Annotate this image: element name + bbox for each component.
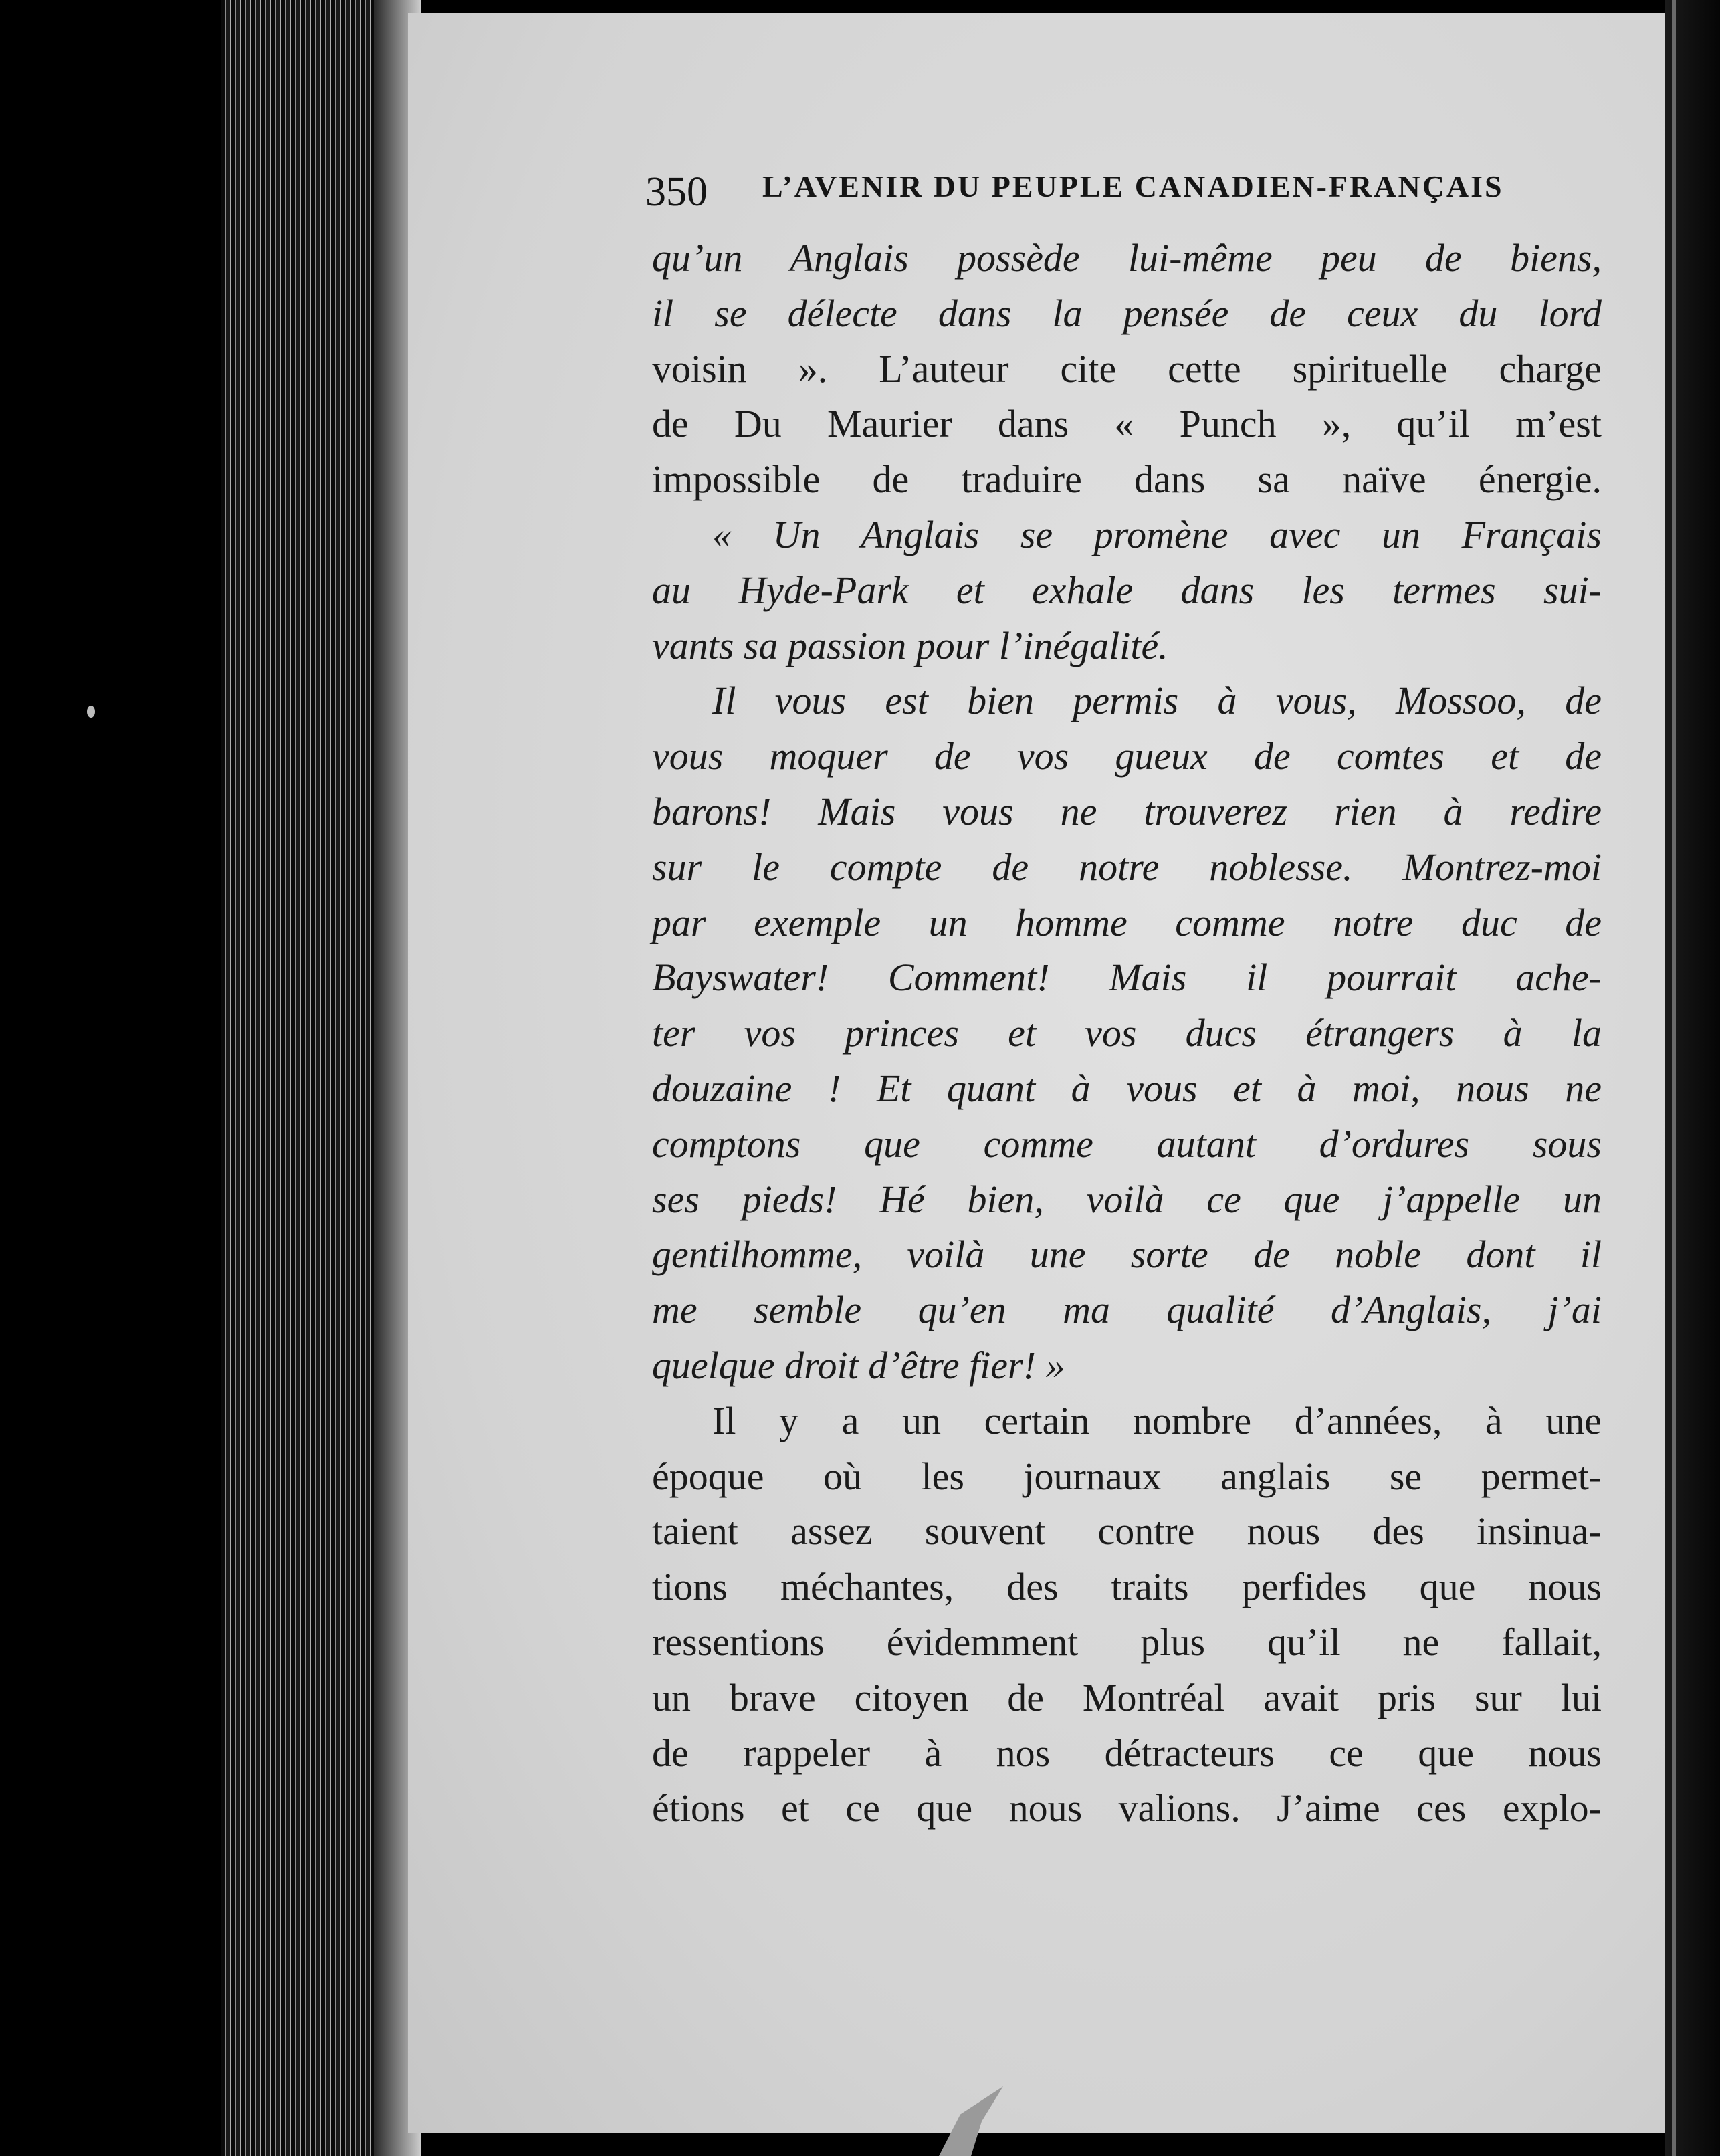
text-line: Il vous est bien permis à vous, Mossoo, de xyxy=(712,679,1602,723)
text-line: époque où les journaux anglais se permet- xyxy=(652,1454,1602,1498)
gutter-line xyxy=(1672,0,1676,2156)
text-line: qu’un Anglais possède lui-même peu de biens, xyxy=(652,236,1602,280)
text-line: vous moquer de vos gueux de comtes et de xyxy=(652,734,1602,778)
text-line: vants sa passion pour l’inégalité. xyxy=(652,623,1168,667)
text-line: quelque droit d’être fier! » xyxy=(652,1343,1065,1387)
text-line: Il y a un certain nombre d’années, à une xyxy=(712,1398,1602,1442)
text-line: gentilhomme, voilà une sorte de noble dont il xyxy=(652,1232,1602,1277)
text-line: de Du Maurier dans « Punch », qu’il m’est xyxy=(652,402,1602,446)
text-line: étions et ce que nous valions. J’aime ces explo- xyxy=(652,1786,1602,1830)
text-line: Bayswater! Comment! Mais il pourrait ache- xyxy=(652,956,1602,1000)
page-number: 350 xyxy=(645,169,708,215)
text-line: douzaine ! Et quant à vous et à moi, nous ne xyxy=(652,1066,1602,1110)
body-text xyxy=(652,231,1602,1836)
text-line: barons! Mais vous ne trouverez rien à redire xyxy=(652,789,1602,833)
text-line: par exemple un homme comme notre duc de xyxy=(652,900,1602,944)
text-line: un brave citoyen de Montréal avait pris sur lui xyxy=(652,1675,1602,1719)
text-line: impossible de traduire dans sa naïve énergie. xyxy=(652,457,1602,502)
text-line: au Hyde-Park et exhale dans les termes sui- xyxy=(652,568,1602,612)
text-line: ter vos princes et vos ducs étrangers à la xyxy=(652,1011,1602,1055)
text-line: voisin ». L’auteur cite cette spirituelle charge xyxy=(652,346,1602,391)
text-line: « Un Anglais se promène avec un Français xyxy=(712,512,1602,556)
text-line: sur le compte de notre noblesse. Montrez-moi xyxy=(652,845,1602,889)
text-line: de rappeler à nos détracteurs ce que nous xyxy=(652,1731,1602,1775)
text-line: comptons que comme autant d’ordures sous xyxy=(652,1121,1602,1166)
text-line: ressentions évidemment plus qu’il ne fallait, xyxy=(652,1620,1602,1664)
text-line: il se délecte dans la pensée de ceux du lord xyxy=(652,291,1602,335)
running-head: L’AVENIR DU PEUPLE CANADIEN-FRANÇAIS xyxy=(762,169,1504,203)
text-line: ses pieds! Hé bien, voilà ce que j’appelle un xyxy=(652,1177,1602,1221)
scan-speck xyxy=(87,706,95,718)
text-line: me semble qu’en ma qualité d’Anglais, j’ai xyxy=(652,1288,1602,1332)
text-line: taient assez souvent contre nous des insinua- xyxy=(652,1509,1602,1553)
text-line: tions méchantes, des traits perfides que nous xyxy=(652,1565,1602,1609)
